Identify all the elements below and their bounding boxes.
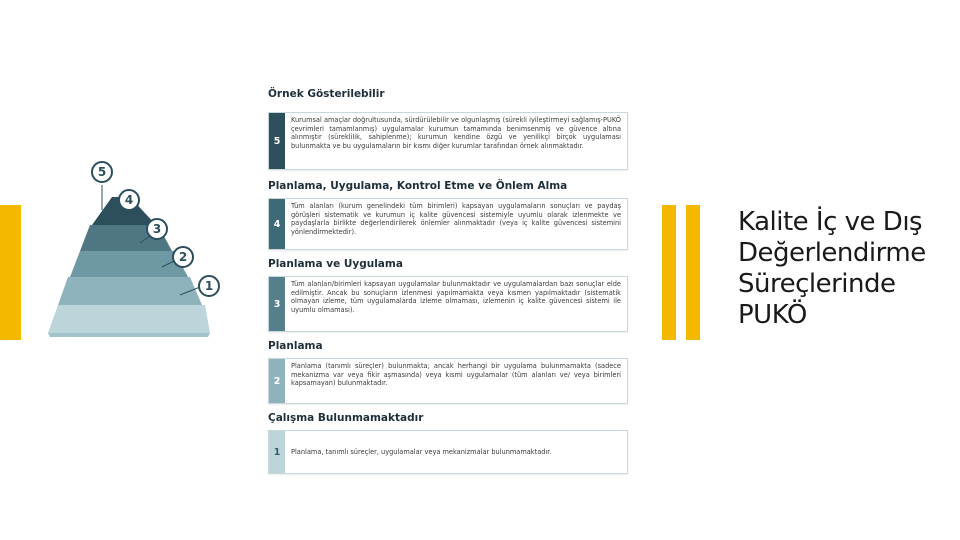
- level-description: Kurumsal amaçlar doğrultusunda, sürdürülebilir ve olgunlaşmış (sürekli iyileştirmeyi sağlamış-PUKÖ çevrimleri tamamlanmış) uygulamalar kurumun tamamında benimsenmiş ve güvence altına alınmıştır (süreklilik, sahiplenme); kurumun kendine özgü ve yenilikçi birçok uygulaması bulunmakta ve bu uygulamaların bir kısmı diğer kurumlar tarafından örnek alınmaktadır.: [291, 116, 621, 150]
- level-number-badge: 4: [269, 199, 285, 249]
- level-card: [268, 198, 628, 250]
- right-accent-bar-1: [662, 205, 676, 340]
- pyramid-tier-1-edge: [48, 333, 210, 337]
- level-4-section: [268, 178, 628, 250]
- level-description: Planlama (tanımlı süreçler) bulunmakta; ancak herhangi bir uygulama bulunmamakta (sadece mekanizma var veya fikir aşmasında) veya kısmi uygulamalar (tüm alanları ve/ veya birimleri kapsamayan) bulunmaktadır.: [291, 362, 621, 388]
- level-description: Planlama, tanımlı süreçler, uygulamalar veya mekanizmalar bulunmamaktadır.: [291, 447, 552, 456]
- level-heading: Örnek Gösterilebilir: [268, 88, 385, 100]
- level-card: [268, 358, 628, 404]
- level-heading: Planlama: [268, 340, 323, 352]
- svg-text:4: 4: [124, 193, 134, 207]
- right-accent-bar-2: [686, 205, 700, 340]
- level-heading: Planlama, Uygulama, Kontrol Etme ve Önlem Alma: [268, 180, 568, 192]
- level-3-section: [268, 256, 628, 332]
- level-card: [268, 276, 628, 332]
- slide-title: Kalite İç ve Dış Değerlendirme Süreçlerinde PUKÖ: [738, 207, 926, 330]
- level-number-badge: 3: [269, 277, 285, 331]
- svg-text:1: 1: [204, 279, 214, 293]
- level-number-badge: 5: [269, 113, 285, 169]
- pyramid-marker-5: [92, 162, 112, 182]
- svg-text:2: 2: [178, 250, 188, 264]
- level-number-badge: 1: [269, 431, 285, 473]
- pyramid-marker-2: [173, 247, 193, 267]
- pyramid-illustration: [40, 155, 230, 345]
- level-5-section: [268, 86, 628, 170]
- level-description: Tüm alanları/birimleri kapsayan uygulamalar bulunmaktadır ve uygulamalardan bazı sonuçlar elde edilmiştir. Ancak bu sonuçların izlenmesi yapılmamakta veya kısmen yapılmaktadır (sistematik olmayan izleme, tüm uygulamalarda izleme olmaması, izlemenin iç kalite güvencesi sistemi ile uyumlu olmaması).: [291, 280, 621, 314]
- level-description: Tüm alanları (kurum genelindeki tüm birimleri) kapsayan uygulamaların sonuçları ve paydaş görüşleri sistematik ve kurumun iç kalite güvencesi sistemiyle uyumlu olarak izlenmekte ve paydaşlarla birlikte değerlendirilerek önlemler alınmaktadır (veya iç kalite güvencesi sistemini yönlendirmektedir).: [291, 202, 621, 236]
- pyramid-tier-3: [70, 251, 188, 277]
- level-heading: Çalışma Bulunmamaktadır: [268, 412, 424, 424]
- level-number-badge: 2: [269, 359, 285, 403]
- pyramid-marker-1: [199, 276, 219, 296]
- level-2-section: [268, 338, 628, 404]
- pyramid-tier-2: [58, 277, 202, 305]
- pyramid-graphic: [40, 155, 230, 345]
- maturity-levels: [268, 82, 628, 474]
- level-heading: Planlama ve Uygulama: [268, 258, 403, 270]
- level-card: [268, 430, 628, 474]
- level-1-section: [268, 410, 628, 474]
- svg-text:3: 3: [152, 222, 162, 236]
- svg-text:5: 5: [97, 165, 107, 179]
- pyramid-marker-4: [119, 190, 139, 210]
- pyramid-tier-1: [48, 305, 210, 333]
- level-card: [268, 112, 628, 170]
- left-accent-bar: [0, 205, 21, 340]
- pyramid-marker-3: [147, 219, 167, 239]
